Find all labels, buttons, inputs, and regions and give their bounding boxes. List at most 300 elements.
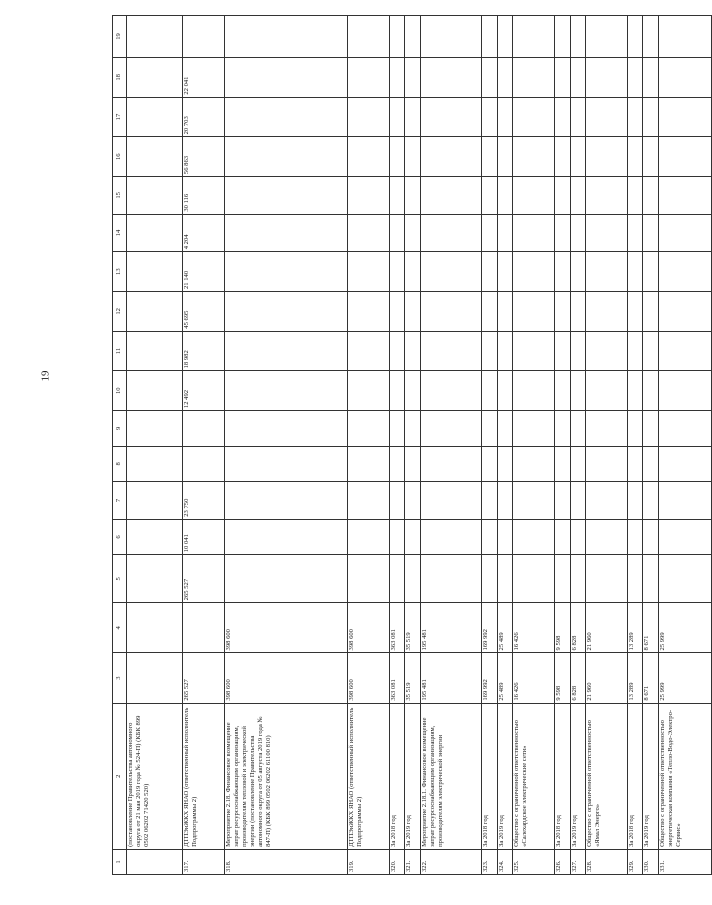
value-cell	[420, 137, 482, 177]
value-cell	[555, 137, 570, 177]
column-number: 3	[113, 653, 127, 703]
value-cell: 35 519	[405, 603, 420, 653]
value-cell	[482, 16, 497, 58]
value-cell	[126, 411, 182, 447]
value-cell	[570, 411, 585, 447]
budget-table	[112, 15, 712, 875]
value-cell	[555, 411, 570, 447]
value-cell	[126, 57, 182, 97]
value-cell	[126, 331, 182, 371]
value-cell	[126, 177, 182, 215]
row-label-cell: ДТПЭиЖКХ ЯНАО (ответственный исполнитель Подпрограммы 2)	[182, 703, 224, 849]
value-cell	[405, 446, 420, 482]
value-cell	[126, 252, 182, 292]
value-cell	[482, 137, 497, 177]
value-cell	[585, 411, 627, 447]
table-row	[182, 16, 224, 875]
row-label-cell: Общество с ограниченной ответственностью «Салехардское электрические сети»	[513, 703, 555, 849]
value-cell	[405, 411, 420, 447]
column-number: 6	[113, 519, 127, 555]
value-cell: 8 671	[643, 653, 658, 703]
value-cell	[497, 137, 512, 177]
value-cell	[643, 555, 658, 603]
value-cell	[555, 214, 570, 252]
value-cell	[627, 177, 642, 215]
value-cell	[585, 331, 627, 371]
value-cell	[420, 411, 482, 447]
value-cell	[224, 482, 347, 520]
value-cell	[658, 519, 711, 555]
value-cell	[627, 411, 642, 447]
value-cell	[555, 252, 570, 292]
value-cell	[482, 97, 497, 137]
value-cell	[348, 137, 390, 177]
table-row	[390, 16, 405, 875]
value-cell	[348, 16, 390, 58]
value-cell	[570, 371, 585, 411]
value-cell	[390, 214, 405, 252]
value-cell	[126, 16, 182, 58]
value-cell	[497, 16, 512, 58]
row-label-cell: За 2019 год	[570, 703, 585, 849]
value-cell	[224, 214, 347, 252]
value-cell	[348, 291, 390, 331]
column-number: 13	[113, 252, 127, 292]
value-cell	[126, 653, 182, 703]
value-cell: 23 750	[182, 482, 224, 520]
value-cell	[570, 16, 585, 58]
value-cell	[627, 97, 642, 137]
value-cell	[348, 555, 390, 603]
table-row	[497, 16, 512, 875]
value-cell	[126, 603, 182, 653]
value-cell	[658, 137, 711, 177]
value-cell	[585, 252, 627, 292]
value-cell	[482, 214, 497, 252]
value-cell	[420, 446, 482, 482]
value-cell	[348, 214, 390, 252]
column-number: 8	[113, 446, 127, 482]
value-cell: 265 527	[182, 555, 224, 603]
value-cell: 21 140	[182, 252, 224, 292]
table-row	[420, 16, 482, 875]
value-cell	[513, 482, 555, 520]
value-cell: 45 695	[182, 291, 224, 331]
value-cell	[570, 555, 585, 603]
value-cell	[570, 482, 585, 520]
value-cell: 9 598	[555, 653, 570, 703]
value-cell: 16 426	[513, 603, 555, 653]
value-cell	[627, 519, 642, 555]
value-cell	[126, 555, 182, 603]
value-cell	[643, 331, 658, 371]
value-cell	[570, 446, 585, 482]
value-cell	[627, 555, 642, 603]
row-number-cell: 327.	[570, 849, 585, 874]
value-cell	[126, 214, 182, 252]
value-cell	[570, 214, 585, 252]
value-cell	[390, 97, 405, 137]
value-cell	[658, 214, 711, 252]
value-cell	[658, 57, 711, 97]
budget-table-wrapper	[112, 15, 712, 875]
value-cell	[658, 482, 711, 520]
row-number-cell: 318.	[224, 849, 347, 874]
table-row	[555, 16, 570, 875]
value-cell	[420, 291, 482, 331]
row-number-cell: 324.	[497, 849, 512, 874]
value-cell	[570, 57, 585, 97]
value-cell: 16 426	[513, 653, 555, 703]
value-cell	[585, 291, 627, 331]
value-cell	[224, 331, 347, 371]
value-cell	[658, 411, 711, 447]
value-cell	[627, 371, 642, 411]
row-label-cell: ДТПЭиЖКХ ЯНАО (ответственный исполнитель Подпрограммы 2)	[348, 703, 390, 849]
value-cell: 4 204	[182, 214, 224, 252]
row-label-cell: Общество с ограниченной ответственностью «Ямал Энерго»	[585, 703, 627, 849]
value-cell	[405, 177, 420, 215]
value-cell	[513, 411, 555, 447]
value-cell	[405, 371, 420, 411]
value-cell	[390, 137, 405, 177]
value-cell: 35 519	[405, 653, 420, 703]
value-cell	[405, 16, 420, 58]
value-cell	[570, 97, 585, 137]
value-cell	[627, 214, 642, 252]
value-cell	[497, 57, 512, 97]
value-cell	[348, 519, 390, 555]
value-cell	[224, 411, 347, 447]
row-number-cell: 323.	[482, 849, 497, 874]
value-cell	[420, 331, 482, 371]
value-cell	[420, 214, 482, 252]
value-cell	[497, 446, 512, 482]
column-number: 19	[113, 16, 127, 58]
value-cell: 13 289	[627, 653, 642, 703]
value-cell	[482, 291, 497, 331]
value-cell	[348, 446, 390, 482]
row-number-cell: 331.	[658, 849, 711, 874]
value-cell	[497, 252, 512, 292]
table-row	[482, 16, 497, 875]
value-cell	[390, 16, 405, 58]
value-cell	[627, 252, 642, 292]
value-cell	[643, 177, 658, 215]
value-cell	[420, 177, 482, 215]
table-row	[405, 16, 420, 875]
value-cell	[513, 57, 555, 97]
value-cell: 12 492	[182, 371, 224, 411]
value-cell	[390, 177, 405, 215]
value-cell	[126, 137, 182, 177]
value-cell	[405, 137, 420, 177]
row-label-cell: Мероприятие 2.18. Финансовое возмещение затрат ресурсоснабжающим организациям, производителям тепловой и электрической энергии (постановление Правительства автономного округа от 05 августа 2019 года № 847-П) (КБК 899 0502 06202 61100 810)	[224, 703, 347, 849]
value-cell	[420, 57, 482, 97]
value-cell	[405, 331, 420, 371]
column-number: 12	[113, 291, 127, 331]
column-number: 1	[113, 849, 127, 874]
value-cell	[497, 411, 512, 447]
table-row	[658, 16, 711, 875]
value-cell: 10 041	[182, 519, 224, 555]
row-label-cell: За 2018 год	[390, 703, 405, 849]
value-cell: 398 600	[348, 653, 390, 703]
value-cell	[627, 482, 642, 520]
column-number-row	[113, 16, 127, 875]
value-cell	[348, 252, 390, 292]
value-cell: 20 703	[182, 97, 224, 137]
value-cell	[482, 57, 497, 97]
value-cell	[497, 482, 512, 520]
column-number: 9	[113, 411, 127, 447]
row-number-cell: 319.	[348, 849, 390, 874]
value-cell	[224, 371, 347, 411]
value-cell	[555, 177, 570, 215]
value-cell	[643, 252, 658, 292]
value-cell	[482, 519, 497, 555]
value-cell	[643, 214, 658, 252]
value-cell	[643, 482, 658, 520]
value-cell	[390, 519, 405, 555]
value-cell	[348, 177, 390, 215]
value-cell	[658, 371, 711, 411]
value-cell	[513, 252, 555, 292]
value-cell	[482, 331, 497, 371]
table-row	[224, 16, 347, 875]
value-cell: 21 960	[585, 603, 627, 653]
value-cell	[513, 555, 555, 603]
row-label-cell: За 2018 год	[482, 703, 497, 849]
value-cell	[348, 482, 390, 520]
value-cell: 18 982	[182, 331, 224, 371]
value-cell	[643, 519, 658, 555]
value-cell: 25 999	[658, 603, 711, 653]
value-cell	[585, 57, 627, 97]
row-label-cell: За 2018 год	[627, 703, 642, 849]
value-cell	[482, 177, 497, 215]
value-cell	[627, 331, 642, 371]
table-row	[585, 16, 627, 875]
value-cell	[182, 603, 224, 653]
value-cell	[513, 177, 555, 215]
value-cell	[420, 252, 482, 292]
value-cell	[570, 519, 585, 555]
value-cell	[405, 57, 420, 97]
value-cell	[658, 331, 711, 371]
value-cell	[513, 331, 555, 371]
value-cell	[497, 331, 512, 371]
value-cell	[405, 482, 420, 520]
row-number-cell: 317.	[182, 849, 224, 874]
value-cell	[126, 519, 182, 555]
value-cell	[497, 291, 512, 331]
value-cell: 169 992	[482, 653, 497, 703]
row-number-cell	[126, 849, 182, 874]
value-cell	[348, 97, 390, 137]
value-cell	[555, 555, 570, 603]
value-cell	[126, 97, 182, 137]
value-cell	[585, 214, 627, 252]
value-cell	[570, 291, 585, 331]
table-row	[570, 16, 585, 875]
value-cell: 195 481	[420, 603, 482, 653]
row-label-cell: Мероприятие 2.18.1. Финансовое возмещение затрат ресурсоснабжающим организациям, производителям электрической энергии	[420, 703, 482, 849]
value-cell: 25 489	[497, 653, 512, 703]
value-cell	[513, 214, 555, 252]
value-cell	[126, 371, 182, 411]
value-cell	[390, 482, 405, 520]
column-number: 4	[113, 603, 127, 653]
value-cell	[643, 16, 658, 58]
value-cell: 56 863	[182, 137, 224, 177]
value-cell	[405, 97, 420, 137]
table-row	[513, 16, 555, 875]
value-cell	[390, 291, 405, 331]
value-cell	[497, 519, 512, 555]
row-number-cell: 330.	[643, 849, 658, 874]
value-cell	[126, 482, 182, 520]
value-cell	[585, 16, 627, 58]
value-cell	[570, 331, 585, 371]
value-cell	[570, 252, 585, 292]
value-cell	[643, 291, 658, 331]
value-cell: 195 481	[420, 653, 482, 703]
value-cell	[658, 446, 711, 482]
value-cell	[585, 97, 627, 137]
value-cell	[555, 519, 570, 555]
row-label-cell: За 2019 год	[497, 703, 512, 849]
value-cell	[420, 16, 482, 58]
value-cell	[555, 291, 570, 331]
value-cell	[126, 291, 182, 331]
value-cell	[658, 16, 711, 58]
value-cell	[627, 446, 642, 482]
value-cell	[482, 371, 497, 411]
value-cell	[482, 446, 497, 482]
value-cell	[420, 519, 482, 555]
value-cell	[658, 97, 711, 137]
value-cell	[513, 291, 555, 331]
value-cell	[348, 331, 390, 371]
value-cell	[405, 291, 420, 331]
value-cell	[585, 519, 627, 555]
value-cell	[224, 177, 347, 215]
value-cell	[182, 16, 224, 58]
row-number-cell: 326.	[555, 849, 570, 874]
value-cell	[390, 331, 405, 371]
column-number: 18	[113, 57, 127, 97]
value-cell: 13 289	[627, 603, 642, 653]
value-cell	[627, 291, 642, 331]
value-cell: 21 960	[585, 653, 627, 703]
value-cell	[643, 371, 658, 411]
value-cell	[405, 214, 420, 252]
value-cell	[224, 446, 347, 482]
value-cell	[482, 411, 497, 447]
value-cell: 8 671	[643, 603, 658, 653]
row-number-cell: 322.	[420, 849, 482, 874]
value-cell	[555, 446, 570, 482]
value-cell	[482, 555, 497, 603]
row-label-cell: За 2018 год	[555, 703, 570, 849]
row-number-cell: 328.	[585, 849, 627, 874]
value-cell	[585, 555, 627, 603]
value-cell: 30 116	[182, 177, 224, 215]
column-number: 5	[113, 555, 127, 603]
value-cell	[627, 57, 642, 97]
value-cell	[555, 482, 570, 520]
table-row	[643, 16, 658, 875]
value-cell	[348, 57, 390, 97]
value-cell	[627, 16, 642, 58]
row-label-cell: Общество с ограниченной ответственностью энергетическая компания «Тепло-Водо-Электро-Сервис»	[658, 703, 711, 849]
column-number: 16	[113, 137, 127, 177]
value-cell	[390, 446, 405, 482]
value-cell	[555, 371, 570, 411]
value-cell	[405, 555, 420, 603]
value-cell	[643, 411, 658, 447]
value-cell	[585, 177, 627, 215]
row-number-cell: 320.	[390, 849, 405, 874]
value-cell: 398 600	[348, 603, 390, 653]
value-cell	[513, 137, 555, 177]
column-number: 10	[113, 371, 127, 411]
value-cell	[390, 371, 405, 411]
value-cell	[570, 137, 585, 177]
value-cell	[182, 446, 224, 482]
value-cell: 6 828	[570, 653, 585, 703]
table-row	[348, 16, 390, 875]
value-cell	[555, 16, 570, 58]
value-cell	[643, 97, 658, 137]
value-cell	[482, 482, 497, 520]
value-cell	[513, 371, 555, 411]
value-cell	[497, 177, 512, 215]
value-cell	[513, 97, 555, 137]
value-cell	[513, 446, 555, 482]
value-cell	[390, 555, 405, 603]
value-cell	[405, 519, 420, 555]
value-cell: 169 992	[482, 603, 497, 653]
value-cell	[348, 411, 390, 447]
row-number-cell: 321.	[405, 849, 420, 874]
value-cell	[224, 97, 347, 137]
value-cell	[390, 411, 405, 447]
value-cell: 6 828	[570, 603, 585, 653]
value-cell	[513, 519, 555, 555]
column-number: 7	[113, 482, 127, 520]
value-cell	[224, 137, 347, 177]
value-cell	[348, 371, 390, 411]
value-cell: 398 600	[224, 603, 347, 653]
value-cell	[513, 16, 555, 58]
column-number: 14	[113, 214, 127, 252]
value-cell	[420, 371, 482, 411]
value-cell	[405, 252, 420, 292]
value-cell	[555, 331, 570, 371]
value-cell	[570, 177, 585, 215]
value-cell	[182, 411, 224, 447]
value-cell	[658, 177, 711, 215]
value-cell	[224, 291, 347, 331]
value-cell: 363 081	[390, 653, 405, 703]
column-number: 15	[113, 177, 127, 215]
row-label-cell: За 2019 год	[643, 703, 658, 849]
value-cell	[643, 137, 658, 177]
value-cell	[390, 57, 405, 97]
value-cell	[658, 252, 711, 292]
